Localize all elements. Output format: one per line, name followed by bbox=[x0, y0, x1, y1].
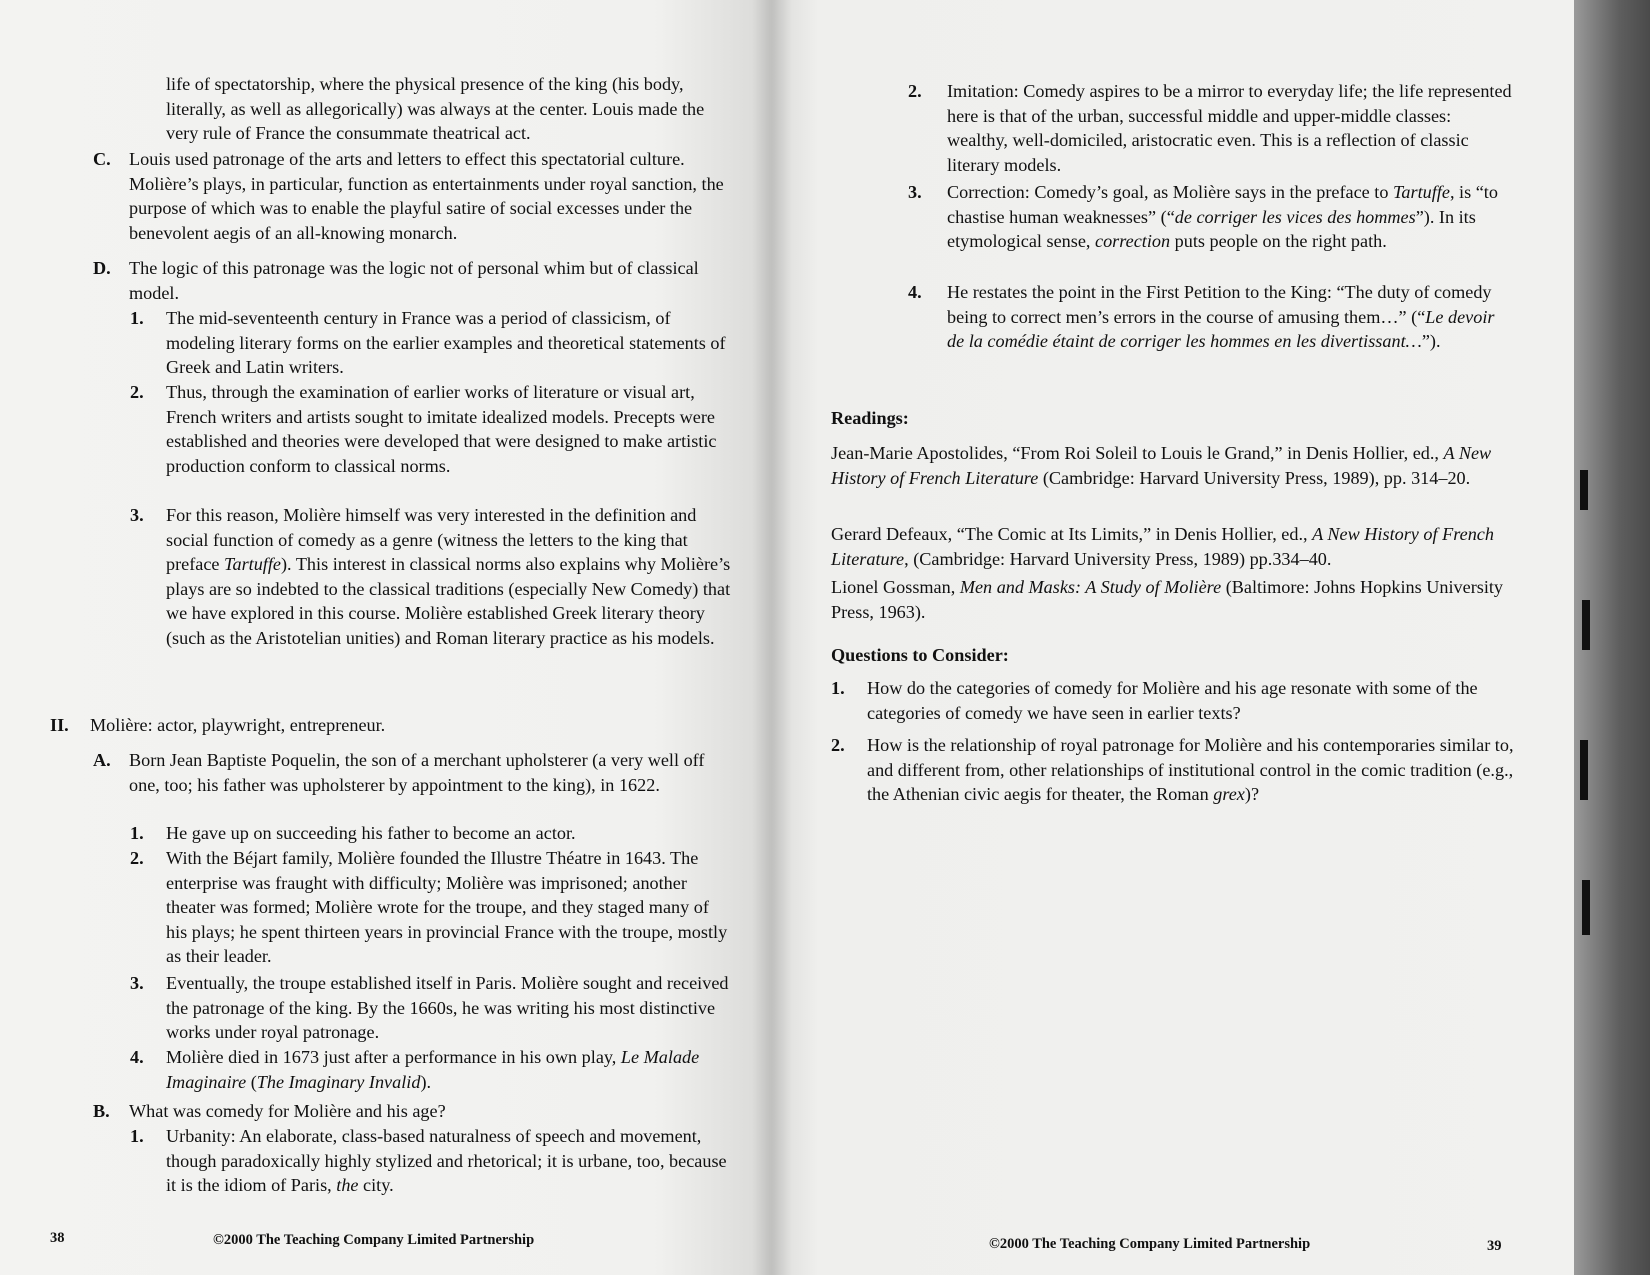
item-r3-text: Correction: Comedy’s goal, as Molière says in the preface to Tartuffe, is “to chastise human weaknesses” (“de corriger les vices des hommes”). In its etymological sense, correction puts people on the right path. bbox=[947, 182, 1498, 251]
item-d2-text: Thus, through the examination of earlier works of literature or visual art, French writers and artists sought to imitate idealized models. Precepts were established and theories were developed that were designed to make artistic production conform to classical norms. bbox=[166, 382, 717, 476]
reading-entry: Jean-Marie Apostolides, “From Roi Soleil to Louis le Grand,” in Denis Hollier, ed., A New History of French Literature (Cambridge: Harvard University Press, 1989), pp. 314–20. bbox=[831, 443, 1492, 488]
item-marker: 4. bbox=[130, 1047, 144, 1067]
section-d-text: The logic of this patronage was the logic not of personal whim but of classical model. bbox=[129, 258, 699, 303]
section-marker: II. bbox=[50, 715, 69, 735]
item-iia4-text: Molière died in 1673 just after a performance in his own play, Le Malade Imaginaire (The Imaginary Invalid). bbox=[166, 1047, 700, 1092]
item-marker: 4. bbox=[908, 282, 922, 302]
section-marker: A. bbox=[93, 750, 111, 770]
item-r4-text: He restates the point in the First Petition to the King: “The duty of comedy being to correct men’s errors in the course of amusing them…” (“Le devoir de la comédie étaint de corriger les hommes en les divertissant…”). bbox=[947, 282, 1495, 351]
item-marker: 3. bbox=[130, 505, 144, 525]
item-marker: 3. bbox=[130, 973, 144, 993]
item-r2-text: Imitation: Comedy aspires to be a mirror to everyday life; the life represented here is that of the urban, successful middle and upper-middle classes: wealthy, well-domiciled, aristocratic even. This is a reflection of classic literary models. bbox=[947, 81, 1512, 175]
item-iib1-text: Urbanity: An elaborate, class-based naturalness of speech and movement, though paradoxically highly stylized and rhetorical; it is urbane, too, because it is the idiom of Paris, the city. bbox=[166, 1126, 727, 1195]
item-iia3-text: Eventually, the troupe established itself in Paris. Molière sought and received the patronage of the king. By the 1660s, he was writing his most distinctive works under royal patronage. bbox=[166, 973, 729, 1042]
section-marker: B. bbox=[93, 1101, 110, 1121]
question-text: How do the categories of comedy for Molière and his age resonate with some of the categories of comedy we have seen in earlier texts? bbox=[867, 678, 1478, 723]
item-marker: 1. bbox=[130, 1126, 144, 1146]
section-ii-heading: Molière: actor, playwright, entrepreneur. bbox=[90, 715, 386, 735]
item-marker: 3. bbox=[908, 182, 922, 202]
section-marker: C. bbox=[93, 149, 111, 169]
left-continued-paragraph: life of spectatorship, where the physical presence of the king (his body, literally, as well as allegorically) was always at the center. Louis made the very rule of France the consummate theatrical act. bbox=[166, 74, 705, 143]
readings-heading: Readings: bbox=[831, 408, 909, 428]
item-marker: 2. bbox=[908, 81, 922, 101]
book-gutter bbox=[752, 0, 792, 1275]
page-number-right: 39 bbox=[1487, 1238, 1502, 1254]
item-iia1-text: He gave up on succeeding his father to become an actor. bbox=[166, 823, 576, 843]
section-marker: D. bbox=[93, 258, 111, 278]
section-iia-text: Born Jean Baptiste Poquelin, the son of a merchant upholsterer (a very well off one, too; his father was upholsterer by appointment to the king), in 1622. bbox=[129, 750, 705, 795]
edge-mark bbox=[1580, 470, 1588, 510]
reading-entry: Lionel Gossman, Men and Masks: A Study of Molière (Baltimore: Johns Hopkins University Press, 1963). bbox=[831, 577, 1504, 622]
item-marker: 1. bbox=[130, 823, 144, 843]
footer-right: ©2000 The Teaching Company Limited Partnership bbox=[989, 1236, 1311, 1252]
question-marker: 1. bbox=[831, 678, 845, 698]
footer-left: ©2000 The Teaching Company Limited Partnership bbox=[213, 1232, 535, 1248]
edge-mark bbox=[1582, 880, 1590, 935]
item-d1-text: The mid-seventeenth century in France was a period of classicism, of modeling literary forms on the earlier examples and theoretical statements of Greek and Latin writers. bbox=[166, 308, 726, 377]
edge-mark bbox=[1580, 740, 1588, 800]
item-marker: 2. bbox=[130, 382, 144, 402]
section-iib-text: What was comedy for Molière and his age? bbox=[129, 1101, 446, 1121]
section-c-text: Louis used patronage of the arts and letters to effect this spectatorial culture. Molière’s plays, in particular, function as entertainments under royal sanction, the purpose of which was to enable the playful satire of social excesses under the benevolent aegis of an all-knowing monarch. bbox=[129, 149, 724, 243]
item-marker: 1. bbox=[130, 308, 144, 328]
page-number-left: 38 bbox=[50, 1230, 65, 1246]
item-marker: 2. bbox=[130, 848, 144, 868]
question-marker: 2. bbox=[831, 735, 845, 755]
reading-entry: Gerard Defeaux, “The Comic at Its Limits,” in Denis Hollier, ed., A New History of French Literature, (Cambridge: Harvard University Press, 1989) pp.334–40. bbox=[831, 524, 1494, 569]
questions-heading: Questions to Consider: bbox=[831, 645, 1009, 665]
question-text: How is the relationship of royal patronage for Molière and his contemporaries similar to, and different from, other relationships of institutional control in the comic tradition (e.g., the Athenian civic aegis for theater, the Roman grex)? bbox=[867, 735, 1514, 804]
item-iia2-text: With the Béjart family, Molière founded the Illustre Théatre in 1643. The enterprise was fraught with difficulty; Molière was imprisoned; another theater was formed; Molière wrote for the troupe, and they staged many of his plays; he spent thirteen years in provincial France with the troupe, mostly as their leader. bbox=[166, 848, 728, 966]
edge-mark bbox=[1582, 600, 1590, 650]
item-d3-text: For this reason, Molière himself was very interested in the definition and social function of comedy as a genre (witness the letters to the king that preface Tartuffe). This interest in classical norms also explains why Molière’s plays are so indebted to the classical traditions (especially New Comedy) that we have explored in this course. Molière established Greek literary theory (such as the Aristotelian unities) and Roman literary practice as his models. bbox=[166, 505, 731, 648]
